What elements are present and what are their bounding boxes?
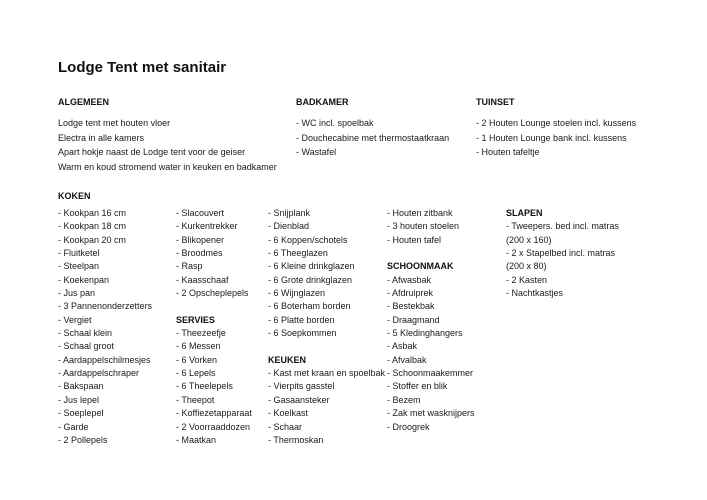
list-item: - Kookpan 18 cm	[58, 221, 127, 232]
list-item: - Kookpan 20 cm	[58, 234, 127, 245]
list-item: - 6 Theeglazen	[268, 248, 328, 259]
section-badkamer	[296, 97, 450, 158]
list-item: - 6 Soepkommen	[268, 328, 337, 339]
list-item: - Kaasschaaf	[176, 274, 229, 285]
list-item: - Houten tafeltje	[476, 147, 540, 158]
list-item: - 2 Pollepels	[58, 434, 108, 445]
list-item: - Vergiet	[58, 314, 92, 325]
list-item: - Afvalbak	[387, 354, 427, 365]
list-item: - 2 x Stapelbed incl. matras	[506, 248, 616, 259]
list-item: - Blikopener	[176, 234, 225, 245]
list-item: - Fluitketel	[58, 248, 100, 259]
subsection-header: SLAPEN	[506, 208, 543, 218]
list-item: Apart hokje naast de Lodge tent voor de geiser	[58, 147, 246, 158]
list-item: - 2 Voorraaddozen	[176, 421, 251, 432]
list-item: - Dienblad	[268, 221, 310, 232]
list-item: - Steelpan	[58, 261, 100, 272]
list-item: - Afwasbak	[387, 274, 432, 285]
list-item: - WC incl. spoelbak	[296, 118, 374, 128]
list-item: - Asbak	[387, 341, 418, 352]
list-item: - Schaal groot	[58, 341, 115, 352]
list-item: - Stoffer en blik	[387, 381, 448, 392]
list-item: - Theezeefje	[176, 328, 226, 339]
list-item: - Schaar	[268, 421, 303, 432]
list-item: - Maatkan	[176, 434, 217, 445]
list-item: - Bezem	[387, 394, 421, 405]
list-item: - Kookpan 16 cm	[58, 208, 127, 218]
list-item: - Kurkentrekker	[176, 221, 238, 232]
inventory-column-schoonmaak	[387, 207, 475, 434]
inventory-column-koken	[58, 207, 152, 447]
list-item: - Jus lepel	[58, 394, 100, 405]
list-item: - 6 Platte borden	[268, 314, 335, 325]
list-item: - Droogrek	[387, 421, 430, 432]
list-item: Electra in alle kamers	[58, 132, 145, 143]
blank-line	[387, 247, 475, 260]
list-item: - Jus pan	[58, 288, 96, 299]
list-item: - Koekenpan	[58, 274, 110, 285]
list-item: - 6 Vorken	[176, 354, 218, 365]
list-item: - Slacouvert	[176, 208, 225, 218]
section-header-tuinset: TUINSET	[476, 97, 515, 107]
list-item: - Schoonmaakemmer	[387, 368, 474, 379]
section-header-badkamer: BADKAMER	[296, 97, 349, 107]
list-item: - Snijplank	[268, 208, 311, 218]
list-item: - Aardappelschraper	[58, 368, 140, 379]
list-item: (200 x 80)	[506, 261, 547, 272]
list-item: - 6 Kleine drinkglazen	[268, 261, 355, 272]
section-header-algemeen: ALGEMEEN	[58, 97, 110, 107]
list-item: (200 x 160)	[506, 234, 552, 245]
list-item: - Garde	[58, 421, 89, 432]
list-item: - Afdruiprek	[387, 288, 434, 299]
list-item: - Wastafel	[296, 147, 337, 158]
list-item: - 2 Kasten	[506, 274, 548, 285]
list-item: Lodge tent met houten vloer	[58, 118, 171, 128]
section-badkamer-items	[296, 116, 449, 160]
list-item: - Bakspaan	[58, 381, 104, 392]
section-algemeen-items	[58, 116, 277, 174]
section-tuinset	[476, 97, 637, 158]
list-item: - 6 Messen	[176, 341, 221, 352]
list-item: - 6 Lepels	[176, 368, 216, 379]
list-item: - Koffiezetapparaat	[176, 408, 252, 419]
list-item: - Draagmand	[387, 314, 440, 325]
list-item: - Thermoskan	[268, 434, 324, 445]
list-item: - 3 Pannenonderzetters	[58, 301, 153, 312]
list-item: - 6 Boterham borden	[268, 301, 351, 312]
inventory-column-keuken	[268, 207, 385, 447]
list-item: - Kast met kraan en spoelbak	[268, 368, 386, 379]
list-item: - Houten zitbank	[387, 208, 453, 218]
list-item: - Gasaansteker	[268, 394, 330, 405]
list-item: - Houten tafel	[387, 234, 442, 245]
subsection-header: SCHOONMAAK	[387, 261, 454, 272]
blank-line	[268, 340, 385, 353]
section-header-koken: KOKEN	[58, 191, 91, 201]
list-item: - 5 Kledinghangers	[387, 328, 463, 339]
list-item: - 1 Houten Lounge bank incl. kussens	[476, 132, 627, 143]
blank-line	[176, 300, 252, 313]
list-item: - Nachtkastjes	[506, 288, 564, 299]
list-item: Warm en koud stromend water in keuken en badkamer	[58, 161, 277, 172]
list-item: - Broodmes	[176, 248, 223, 259]
list-item: - 6 Theelepels	[176, 381, 233, 392]
document-title: Lodge Tent met sanitair	[58, 59, 227, 76]
list-item: - 6 Grote drinkglazen	[268, 274, 353, 285]
list-item: - Schaal klein	[58, 328, 113, 339]
subsection-header: KEUKEN	[268, 354, 307, 365]
list-item: - Bestekbak	[387, 301, 435, 312]
list-item: - Rasp	[176, 261, 203, 272]
list-item: - Soeplepel	[58, 408, 104, 419]
list-item: - Tweepers. bed incl. matras	[506, 221, 619, 232]
list-item: - Koelkast	[268, 408, 309, 419]
section-tuinset-items	[476, 116, 636, 160]
list-item: - 2 Opscheplepels	[176, 288, 249, 299]
list-item: - Theepot	[176, 394, 215, 405]
list-item: - 6 Wijnglazen	[268, 288, 326, 299]
list-item: - 2 Houten Lounge stoelen incl. kussens	[476, 118, 637, 128]
list-item: - Douchecabine met thermostaatkraan	[296, 132, 450, 143]
subsection-header: SERVIES	[176, 314, 215, 325]
list-item: - Aardappelschilmesjes	[58, 354, 151, 365]
list-item: - 6 Koppen/schotels	[268, 234, 348, 245]
list-item: - Zak met wasknijpers	[387, 408, 475, 419]
section-algemeen	[58, 97, 277, 172]
inventory-column-servies	[176, 207, 252, 447]
list-item: - Vierpits gasstel	[268, 381, 335, 392]
list-item: - 3 houten stoelen	[387, 221, 460, 232]
inventory-column-slapen	[506, 207, 619, 300]
